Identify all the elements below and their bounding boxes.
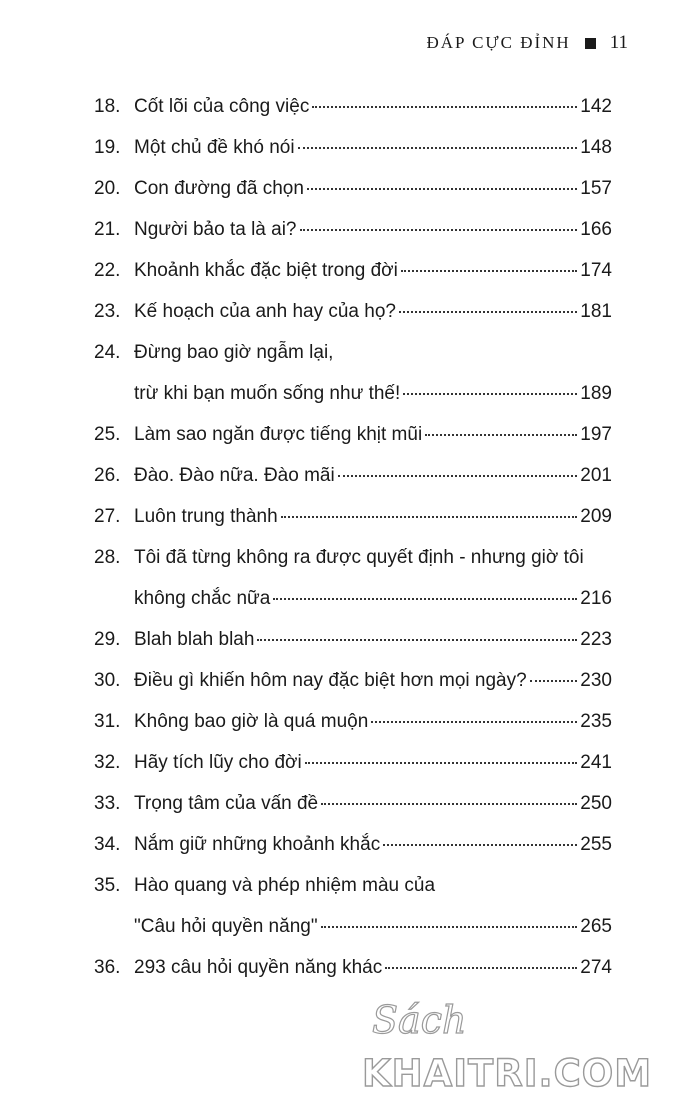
toc-entry-title: Đừng bao giờ ngẫm lại, [134, 342, 334, 363]
toc-entry [94, 875, 612, 957]
toc-entry-number: 36. [94, 957, 121, 978]
toc-entry-page: 223 [580, 629, 612, 650]
dot-leader [530, 680, 578, 682]
toc-entry-line [94, 383, 612, 424]
toc-entry [94, 711, 612, 752]
square-bullet-icon [585, 38, 596, 49]
toc-entry-number: 21. [94, 219, 121, 240]
toc-entry-title: trừ khi bạn muốn sống như thế! [134, 383, 401, 404]
toc-entry-line [94, 916, 612, 957]
toc-entry-number: 28. [94, 547, 121, 568]
toc-entry-page: 274 [580, 957, 612, 978]
toc-entry-page: 230 [580, 670, 612, 691]
dot-leader [338, 475, 578, 477]
toc-entry-number: 29. [94, 629, 121, 650]
toc-entry-line [94, 957, 612, 998]
toc-entry-number: 27. [94, 506, 121, 527]
toc-entry-line [94, 875, 612, 916]
dot-leader [273, 598, 577, 600]
toc-entry-line [94, 793, 612, 834]
toc-entry-number: 30. [94, 670, 121, 691]
page-number: 11 [609, 32, 628, 53]
toc-entry-line [94, 629, 612, 670]
toc-entry-title: Đào. Đào nữa. Đào mãi [134, 465, 335, 486]
toc-entry-title: Con đường đã chọn [134, 178, 304, 199]
toc-entry-line [94, 465, 612, 506]
toc-entry [94, 219, 612, 260]
toc-entry-title: Tôi đã từng không ra được quyết định - nhưng giờ tôi [134, 547, 584, 568]
toc-entry-title: Kế hoạch của anh hay của họ? [134, 301, 396, 322]
watermark-script: Sách [372, 998, 467, 1042]
toc-entry-title: Một chủ đề khó nói [134, 137, 295, 158]
toc-entry [94, 793, 612, 834]
toc-entry-page: 235 [580, 711, 612, 732]
toc-entry-number: 24. [94, 342, 121, 363]
toc-entry-title: Hãy tích lũy cho đời [134, 752, 302, 773]
dot-leader [383, 844, 577, 846]
toc-entry-line [94, 178, 612, 219]
toc-entry-number: 26. [94, 465, 121, 486]
toc-entry-number: 25. [94, 424, 121, 445]
toc-entry-line [94, 834, 612, 875]
toc-entry-page: 181 [580, 301, 612, 322]
toc-entry-title: Làm sao ngăn được tiếng khịt mũi [134, 424, 423, 445]
dot-leader [401, 270, 577, 272]
table-of-contents [94, 96, 612, 998]
toc-entry-title: "Câu hỏi quyền năng" [134, 916, 318, 937]
toc-entry-line [94, 547, 612, 588]
toc-entry-title: Cốt lõi của công việc [134, 96, 310, 117]
toc-entry-number: 35. [94, 875, 121, 896]
toc-entry-number: 22. [94, 260, 121, 281]
toc-entry-title: không chắc nữa [134, 588, 271, 609]
toc-entry-page: 142 [580, 96, 612, 117]
toc-entry-page: 255 [580, 834, 612, 855]
toc-entry-number: 31. [94, 711, 121, 732]
toc-entry-number: 32. [94, 752, 121, 773]
toc-entry [94, 752, 612, 793]
toc-entry-line [94, 424, 612, 465]
toc-entry [94, 260, 612, 301]
toc-entry-title: Người bảo ta là ai? [134, 219, 297, 240]
dot-leader [399, 311, 577, 313]
toc-entry-title: Khoảnh khắc đặc biệt trong đời [134, 260, 398, 281]
running-header [426, 32, 628, 54]
toc-entry [94, 96, 612, 137]
toc-entry-page: 250 [580, 793, 612, 814]
toc-entry-page: 174 [580, 260, 612, 281]
toc-entry-page: 197 [580, 424, 612, 445]
toc-entry-title: Blah blah blah [134, 629, 255, 650]
toc-entry-page: 189 [580, 383, 612, 404]
toc-entry-line [94, 137, 612, 178]
toc-entry-title: Điều gì khiến hôm nay đặc biệt hơn mọi ngày? [134, 670, 527, 691]
toc-entry-page: 241 [580, 752, 612, 773]
dot-leader [257, 639, 577, 641]
toc-entry-title: Luôn trung thành [134, 506, 278, 527]
toc-entry [94, 957, 612, 998]
toc-entry-line [94, 219, 612, 260]
toc-entry-title: 293 câu hỏi quyền năng khác [134, 957, 383, 978]
toc-entry-number: 18. [94, 96, 121, 117]
running-header-title: ĐÁP CỰC ĐỈNH [426, 33, 571, 52]
toc-entry-line [94, 711, 612, 752]
toc-entry [94, 547, 612, 629]
toc-entry-line [94, 752, 612, 793]
dot-leader [321, 926, 578, 928]
dot-leader [307, 188, 577, 190]
dot-leader [371, 721, 577, 723]
toc-entry-title: Không bao giờ là quá muộn [134, 711, 369, 732]
toc-entry-line [94, 670, 612, 711]
toc-entry-line [94, 301, 612, 342]
toc-entry [94, 506, 612, 547]
toc-entry [94, 342, 612, 424]
toc-entry [94, 670, 612, 711]
toc-entry-line [94, 588, 612, 629]
toc-entry [94, 834, 612, 875]
toc-entry [94, 424, 612, 465]
dot-leader [281, 516, 578, 518]
dot-leader [298, 147, 578, 149]
toc-entry-page: 209 [580, 506, 612, 527]
toc-entry-number: 33. [94, 793, 121, 814]
dot-leader [312, 106, 577, 108]
toc-entry-page: 201 [580, 465, 612, 486]
watermark-logo [362, 1000, 688, 1108]
toc-entry-page: 148 [580, 137, 612, 158]
toc-entry-title: Trọng tâm của vấn đề [134, 793, 319, 814]
dot-leader [425, 434, 577, 436]
toc-entry-page: 166 [580, 219, 612, 240]
dot-leader [385, 967, 577, 969]
toc-entry [94, 301, 612, 342]
toc-entry [94, 137, 612, 178]
toc-entry-number: 20. [94, 178, 121, 199]
toc-entry [94, 629, 612, 670]
toc-entry [94, 465, 612, 506]
toc-entry-page: 157 [580, 178, 612, 199]
toc-entry-line [94, 342, 612, 383]
dot-leader [305, 762, 578, 764]
toc-entry-number: 34. [94, 834, 121, 855]
toc-entry-number: 19. [94, 137, 121, 158]
toc-entry-title: Hào quang và phép nhiệm màu của [134, 875, 436, 896]
toc-entry-line [94, 260, 612, 301]
toc-entry-page: 216 [580, 588, 612, 609]
toc-entry-number: 23. [94, 301, 121, 322]
toc-entry-line [94, 96, 612, 137]
toc-entry-line [94, 506, 612, 547]
toc-entry [94, 178, 612, 219]
toc-entry-page: 265 [580, 916, 612, 937]
watermark-brand: KHAITRI.COM [362, 1052, 653, 1095]
dot-leader [403, 393, 577, 395]
dot-leader [321, 803, 577, 805]
toc-entry-title: Nắm giữ những khoảnh khắc [134, 834, 381, 855]
dot-leader [300, 229, 578, 231]
